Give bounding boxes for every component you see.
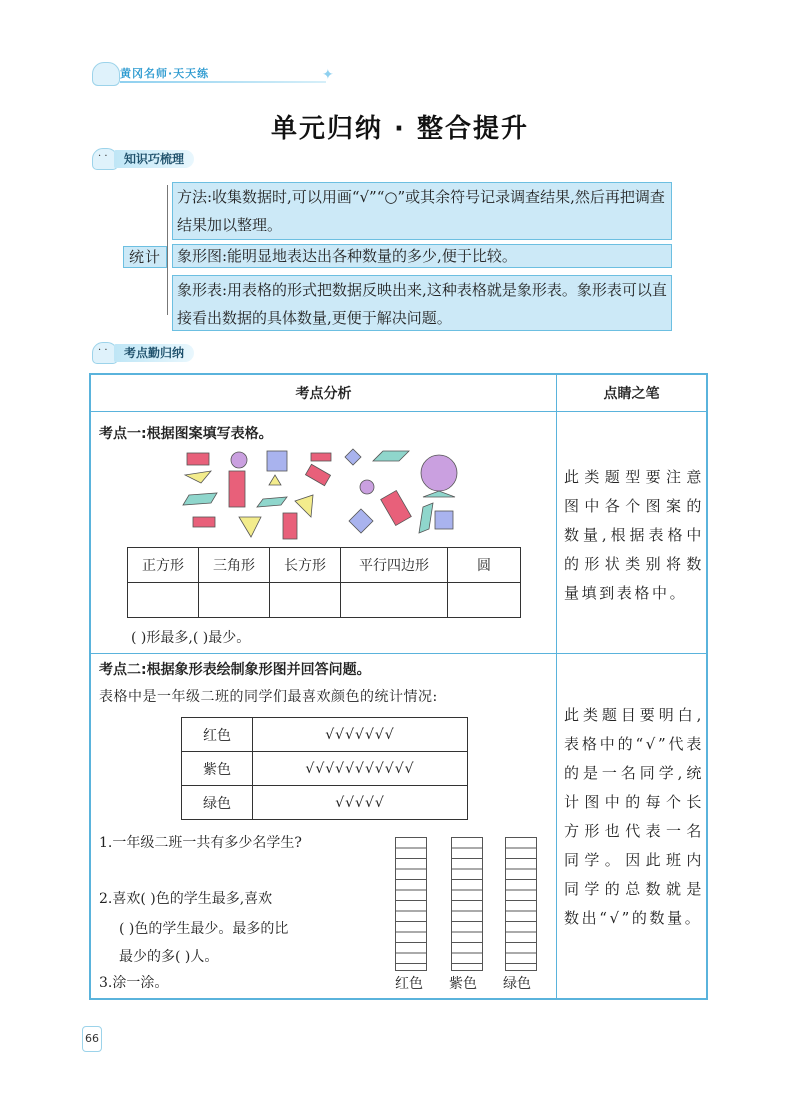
count-cell-parallelogram[interactable] <box>341 583 448 618</box>
brand-header <box>92 62 334 86</box>
bar-column-red[interactable] <box>395 837 427 971</box>
shape-parallelogram <box>183 493 217 505</box>
question-1: 1.一年级二班一共有多少名学生? <box>99 835 302 851</box>
point1-tip: 此类题型要注意图中各个图案的数量,根据表格中的形状类别将数量填到表格中。 <box>564 468 704 602</box>
page-number: 66 <box>82 1026 102 1052</box>
shape-triangle <box>269 475 281 485</box>
shape-triangle <box>239 517 261 537</box>
bar-label-green: 绿色 <box>503 976 531 992</box>
count-cell-rectangle[interactable] <box>270 583 341 618</box>
shape-rectangle <box>311 453 331 461</box>
bar-label-purple: 紫色 <box>449 976 477 992</box>
header-divider <box>91 411 706 412</box>
shape-header-parallelogram: 平行四边形 <box>341 548 448 583</box>
col-header-tips: 点睛之笔 <box>603 386 660 402</box>
brand-divider <box>120 81 326 83</box>
tally-color-red: 红色 <box>182 718 253 752</box>
shape-circle <box>421 455 457 491</box>
point2-tip: 此类题目要明白,表格中的“√”代表的是一名同学,统计图中的每个长方形也代表一名同学。因此班内同学的总数就是数出“√”的数量。 <box>564 706 704 927</box>
question-2-line3: 最少的多( )人。 <box>119 949 219 965</box>
bar-label-red: 红色 <box>395 976 423 992</box>
shape-rectangle <box>381 491 412 526</box>
shape-parallelogram <box>257 497 287 507</box>
point2-intro: 表格中是一年级二班的同学们最喜欢颜色的统计情况: <box>99 689 438 705</box>
section-exam-label: 考点勤归纳 <box>114 344 194 362</box>
shape-triangle <box>423 491 455 497</box>
shape-circle <box>360 480 374 494</box>
summary-method: 方法:收集数据时,可以用画“√”“○”或其余符号记录调查结果,然后再把调查结果加以整理。 <box>172 182 672 240</box>
page-title: 单元归纳 · 整合提升 <box>271 114 529 144</box>
tally-marks-green: √√√√√ <box>253 786 468 820</box>
summary-label: 统计 <box>123 246 167 268</box>
point2-title: 考点二:根据象形表绘制象形图并回答问题。 <box>99 662 371 678</box>
shape-header-triangle: 三角形 <box>199 548 270 583</box>
point1-title: 考点一:根据图案填写表格。 <box>99 426 273 442</box>
tally-color-purple: 紫色 <box>182 752 253 786</box>
count-cell-triangle[interactable] <box>199 583 270 618</box>
column-divider <box>556 375 557 998</box>
shape-triangle <box>185 471 211 483</box>
shape-header-circle: 圆 <box>448 548 521 583</box>
question-3: 3.涂一涂。 <box>99 975 169 991</box>
shape-square-diamond <box>345 449 361 465</box>
row-divider <box>91 653 706 654</box>
summary-table: 象形表:用表格的形式把数据反映出来,这种表格就是象形表。象形表可以直接看出数据的具体数量,更便于解决问题。 <box>172 275 672 331</box>
shape-square <box>267 451 287 471</box>
shapes-illustration <box>171 445 471 545</box>
question-2-line2: ( )色的学生最少。最多的比 <box>119 921 289 937</box>
shape-circle <box>231 452 247 468</box>
tally-marks-red: √√√√√√√ <box>253 718 468 752</box>
sparkle-icon: ✦ <box>322 67 334 83</box>
brand-text: 黄冈名师·天天练 <box>120 67 210 80</box>
shape-rectangle <box>283 513 297 539</box>
shape-rectangle <box>193 517 215 527</box>
tally-marks-purple: √√√√√√√√√√√ <box>253 752 468 786</box>
count-cell-circle[interactable] <box>448 583 521 618</box>
shape-rectangle <box>305 464 330 485</box>
shape-rectangle <box>187 453 209 465</box>
shape-header-square: 正方形 <box>128 548 199 583</box>
bar-column-purple[interactable] <box>451 837 483 971</box>
count-cell-square[interactable] <box>128 583 199 618</box>
section-knowledge-label: 知识巧梳理 <box>114 150 194 168</box>
tally-color-green: 绿色 <box>182 786 253 820</box>
shape-rectangle <box>229 471 245 507</box>
summary-pictograph: 象形图:能明显地表达出各种数量的多少,便于比较。 <box>172 244 672 268</box>
exam-analysis-table <box>89 373 708 1000</box>
bar-column-green[interactable] <box>505 837 537 971</box>
shape-triangle <box>295 495 313 517</box>
color-tally-table <box>181 717 468 820</box>
shape-parallelogram <box>419 503 433 533</box>
col-header-analysis: 考点分析 <box>295 386 352 402</box>
point1-question: ( )形最多,( )最少。 <box>131 630 251 646</box>
shape-parallelogram <box>373 451 409 461</box>
question-2-line1: 2.喜欢( )色的学生最多,喜欢 <box>99 891 273 907</box>
shape-count-table <box>127 547 521 618</box>
summary-brace <box>167 185 168 315</box>
bear-logo-icon <box>92 62 120 86</box>
shape-header-rectangle: 长方形 <box>270 548 341 583</box>
shape-square-diamond <box>349 509 373 533</box>
shape-square <box>435 511 453 529</box>
